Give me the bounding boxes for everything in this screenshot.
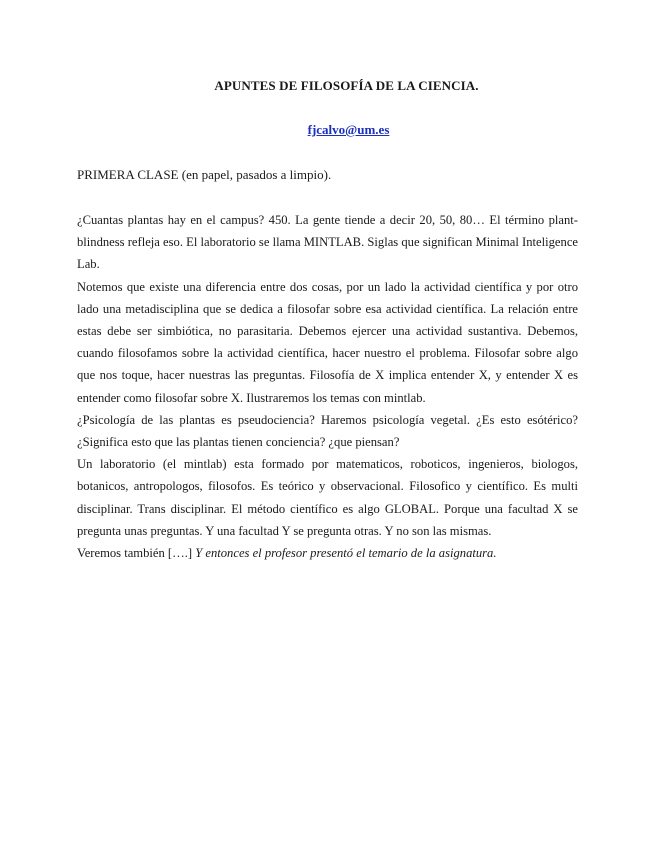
class-subtitle: PRIMERA CLASE (en papel, pasados a limpio).	[77, 167, 332, 182]
document-title: APUNTES DE FILOSOFÍA DE LA CIENCIA.	[214, 78, 479, 93]
author-email	[0, 122, 655, 138]
closing-italic-text: Y entonces el profesor presentó el temario de la asignatura.	[195, 546, 497, 561]
closing-text: Veremos también [….]	[77, 546, 196, 561]
paragraph: Notemos que existe una diferencia entre dos cosas, por un lado la actividad científica y por otro lado una metadisciplina que se dedica a filosofar sobre esa actividad científica. La relación entre estas debe ser simbiótica, no parasitaria. Debemos ejercer una actividad sustantiva. Debemos, cuando filosofamos sobre la actividad científica, hacer nuestro el problema. Filosofar sobre algo que nos toque, hacer nuestras las preguntas. Filosofía de X implica entender X, y entender X es entender como filosofar sobre X. Ilustraremos los temas con mintlab.	[77, 279, 578, 405]
document-body	[77, 209, 578, 564]
paragraph: ¿Cuantas plantas hay en el campus? 450. La gente tiende a decir 20, 50, 80… El término plant-blindness refleja eso. El laboratorio se llama MINTLAB. Siglas que significan Minimal Inteligence Lab.	[77, 213, 578, 272]
closing-paragraph	[77, 542, 578, 564]
email-link[interactable]: fjcalvo@um.es	[307, 122, 390, 137]
paragraph: ¿Psicología de las plantas es pseudociencia? Haremos psicología vegetal. ¿Es esto esótérico? ¿Significa esto que las plantas tienen conciencia? ¿que piensan?	[77, 412, 578, 450]
paragraph: Un laboratorio (el mintlab) esta formado por matematicos, roboticos, ingenieros, biologos, botanicos, antropologos, filosofos. Es teórico y observacional. Filosofico y científico. Es multi disciplinar. Trans disciplinar. El método científico es algo GLOBAL. Porque una facultad X se pregunta unas preguntas. Y una facultad Y se pregunta otras. Y no son las mismas.	[77, 457, 578, 538]
